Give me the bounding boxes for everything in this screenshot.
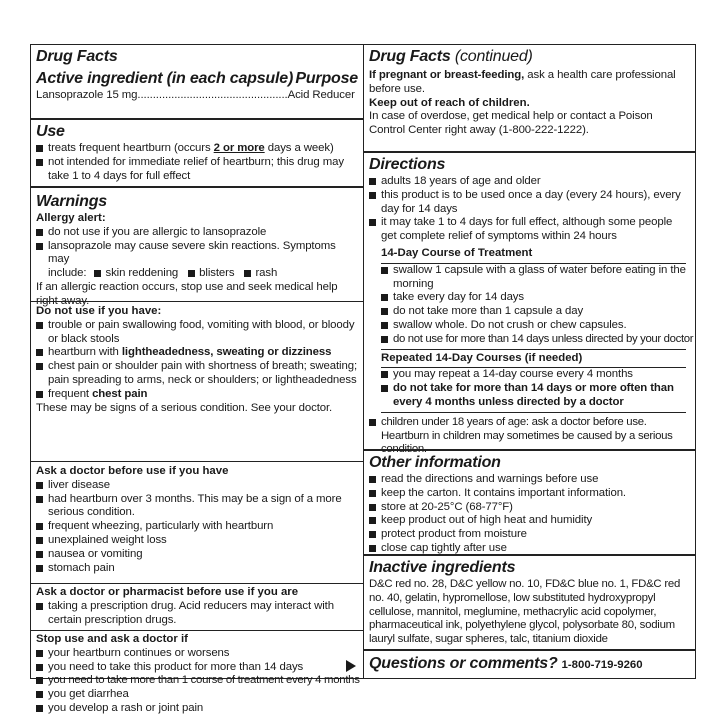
right-column bbox=[364, 45, 695, 678]
ask-pharmacist-item bbox=[36, 600, 358, 628]
allergy-alert-label: Allergy alert: bbox=[36, 212, 106, 224]
stop-use-item bbox=[36, 702, 358, 716]
course-item bbox=[381, 319, 686, 333]
left-column bbox=[31, 45, 364, 714]
bullet-icon bbox=[36, 243, 43, 250]
overdose-text: In case of overdose, get medical help or contact a Poison Control Center right away (1-800-222-1222). bbox=[369, 110, 653, 137]
ingredient-dots: ................................................. bbox=[137, 89, 288, 101]
repeat-item bbox=[381, 382, 686, 413]
stop-use-text: your heartburn continues or worsens bbox=[48, 646, 230, 659]
bullet-icon bbox=[36, 145, 43, 152]
other-info-text: keep product out of high heat and humidity bbox=[381, 514, 593, 527]
inactive-ingredients-section bbox=[364, 554, 695, 649]
repeat-item bbox=[381, 368, 686, 382]
other-info-item bbox=[369, 473, 690, 487]
allergy-item bbox=[36, 226, 358, 240]
course-text: do not use for more than 14 days unless directed by your doctor bbox=[393, 332, 694, 345]
bullet-icon bbox=[244, 270, 251, 277]
directions-item bbox=[369, 175, 690, 189]
other-info-item bbox=[369, 528, 690, 542]
pregnancy-text: ask a health care professional before use. bbox=[369, 69, 676, 95]
bullet-icon bbox=[36, 349, 43, 356]
stop-use-item bbox=[36, 674, 358, 688]
active-ingredient-heading-row bbox=[36, 69, 358, 89]
ask-doctor-item bbox=[36, 479, 358, 493]
bullet-icon bbox=[381, 371, 388, 378]
use-title: Use bbox=[36, 123, 65, 140]
bullet-icon bbox=[381, 267, 388, 274]
ask-pharmacist-section bbox=[31, 583, 363, 630]
bullet-icon bbox=[369, 490, 376, 497]
bullet-icon bbox=[36, 322, 43, 329]
do-not-use-text: trouble or pain swallowing food, vomiting with blood, or bloody or black stools bbox=[48, 318, 355, 345]
course-item bbox=[381, 305, 686, 319]
ask-doctor-item bbox=[36, 548, 358, 562]
do-not-use-item bbox=[36, 388, 358, 402]
bullet-icon bbox=[36, 565, 43, 572]
do-not-use-emphasis: chest pain bbox=[92, 387, 148, 400]
other-info-item bbox=[369, 514, 690, 528]
inactive-ingredients-text: D&C red no. 28, D&C yellow no. 10, FD&C blue no. 1, FD&C red no. 40, gelatin, hypromellose, low substituted hydroxypropyl cellulose, mannitol, meglumine, methacrylic acid copolymer, pharmaceutical ink, polyethylene glycol, polysorbate 80, sodium lauryl sulfate, sugar spheres, talc, titanium dioxide bbox=[369, 578, 681, 646]
other-info-item bbox=[369, 501, 690, 515]
course-text: swallow whole. Do not crush or chew capsules. bbox=[393, 318, 627, 331]
active-ingredient-section bbox=[31, 47, 363, 119]
stop-use-item bbox=[36, 661, 358, 675]
ingredient-name: Lansoprazole 15 mg bbox=[36, 89, 138, 101]
ask-doctor-text: nausea or vomiting bbox=[48, 547, 143, 560]
include-label: include: bbox=[48, 267, 87, 280]
drug-facts-panel bbox=[30, 44, 696, 714]
symptom-text: skin reddening bbox=[105, 267, 179, 280]
questions-line bbox=[369, 654, 690, 674]
ask-doctor-text: unexplained weight loss bbox=[48, 533, 167, 546]
drug-facts-continued-title bbox=[369, 47, 690, 67]
bullet-icon bbox=[36, 664, 43, 671]
bullet-icon bbox=[381, 294, 388, 301]
bullet-icon bbox=[36, 159, 43, 166]
repeat-text: do not take for more than 14 days or more often than every 4 months unless directed by a doctor bbox=[393, 382, 674, 408]
stop-use-text: you get diarrhea bbox=[48, 688, 129, 701]
allergy-item-text: do not use if you are allergic to lansoprazole bbox=[48, 225, 267, 238]
do-not-use-text: frequent bbox=[48, 387, 93, 400]
ask-pharmacist-title: Ask a doctor or pharmacist before use if you are bbox=[36, 586, 299, 598]
course-text: take every day for 14 days bbox=[393, 291, 524, 304]
bullet-icon bbox=[369, 192, 376, 199]
do-not-use-text: heartburn with bbox=[48, 346, 122, 359]
bullet-icon bbox=[36, 496, 43, 503]
stop-use-section bbox=[31, 630, 363, 714]
use-section bbox=[31, 118, 363, 186]
bullet-icon bbox=[36, 551, 43, 558]
bullet-icon bbox=[369, 476, 376, 483]
other-info-item bbox=[369, 487, 690, 501]
stop-use-text: you need to take this product for more than 14 days bbox=[48, 660, 304, 673]
do-not-use-item bbox=[36, 319, 358, 347]
bullet-icon bbox=[36, 523, 43, 530]
course-item bbox=[381, 332, 694, 347]
do-not-use-section bbox=[31, 301, 363, 461]
purpose-label: Purpose bbox=[295, 70, 358, 87]
warnings-section bbox=[31, 186, 363, 307]
ask-doctor-item bbox=[36, 493, 358, 521]
bullet-icon bbox=[36, 482, 43, 489]
other-information-title: Other information bbox=[369, 454, 501, 471]
stop-use-text: you develop a rash or joint pain bbox=[48, 701, 204, 714]
ask-doctor-item bbox=[36, 534, 358, 548]
keep-out-of-reach: Keep out of reach of children. bbox=[369, 96, 530, 109]
children-text: children under 18 years of age: ask a doctor before use. Heartburn in children may sometimes be caused by a serious condition. bbox=[381, 415, 673, 456]
stop-use-title: Stop use and ask a doctor if bbox=[36, 633, 188, 645]
other-info-text: keep the carton. It contains important information. bbox=[381, 486, 626, 499]
use-item-text: treats frequent heartburn (occurs bbox=[48, 142, 214, 154]
course-text: do not take more than 1 capsule a day bbox=[393, 305, 584, 318]
other-information-section bbox=[364, 449, 695, 554]
bullet-icon bbox=[381, 336, 388, 343]
bullet-icon bbox=[36, 603, 43, 610]
do-not-use-title: Do not use if you have: bbox=[36, 305, 162, 317]
repeat-text: you may repeat a 14-day course every 4 months bbox=[393, 368, 633, 381]
do-not-use-note: These may be signs of a serious condition. See your doctor. bbox=[36, 401, 333, 414]
use-item-text: not intended for immediate relief of heartburn; this drug may take 1 to 4 days for full effect bbox=[48, 155, 344, 182]
ask-doctor-text: liver disease bbox=[48, 478, 111, 491]
continue-arrow-icon bbox=[346, 660, 356, 672]
bullet-icon bbox=[36, 677, 43, 684]
ask-pharmacist-text: taking a prescription drug. Acid reducers may interact with certain prescription drugs. bbox=[48, 599, 334, 626]
use-item bbox=[36, 142, 358, 156]
active-ingredient-label: Active ingredient (in each capsule) bbox=[36, 70, 294, 87]
symptom-item bbox=[244, 267, 277, 281]
other-info-text: close cap tightly after use bbox=[381, 541, 507, 554]
pregnancy-label: If pregnant or breast-feeding, bbox=[369, 69, 525, 81]
questions-title: Questions or comments? bbox=[369, 655, 558, 672]
bullet-icon bbox=[369, 545, 376, 552]
stop-use-item bbox=[36, 647, 358, 661]
bullet-icon bbox=[381, 322, 388, 329]
use-item-emphasis: 2 or more bbox=[213, 142, 265, 154]
directions-section bbox=[364, 151, 695, 456]
symptom-text: rash bbox=[255, 267, 278, 280]
inactive-ingredients-title: Inactive ingredients bbox=[369, 559, 516, 576]
course-item bbox=[381, 264, 686, 292]
bullet-icon bbox=[369, 504, 376, 511]
warnings-title: Warnings bbox=[36, 193, 108, 210]
bullet-icon bbox=[36, 229, 43, 236]
other-info-text: store at 20-25°C (68-77°F) bbox=[381, 500, 513, 513]
ask-doctor-text: stomach pain bbox=[48, 561, 115, 574]
do-not-use-item bbox=[36, 346, 358, 360]
bullet-icon bbox=[36, 537, 43, 544]
bullet-icon bbox=[369, 531, 376, 538]
bullet-icon bbox=[36, 705, 43, 712]
do-not-use-item bbox=[36, 360, 358, 388]
repeat-title: Repeated 14-Day Courses (if needed) bbox=[381, 349, 686, 369]
bullet-icon bbox=[36, 650, 43, 657]
drug-facts-title-text: Drug Facts bbox=[369, 48, 451, 65]
questions-phone: 1-800-719-9260 bbox=[561, 659, 643, 671]
questions-section bbox=[364, 649, 695, 678]
ingredient-purpose: Acid Reducer bbox=[287, 89, 355, 101]
bullet-icon bbox=[381, 308, 388, 315]
ask-doctor-text: frequent wheezing, particularly with heartburn bbox=[48, 520, 274, 533]
course-text: swallow 1 capsule with a glass of water before eating in the morning bbox=[393, 263, 686, 290]
other-info-text: read the directions and warnings before use bbox=[381, 473, 599, 485]
allergy-note: If an allergic reaction occurs, stop use and seek medical help right away. bbox=[36, 280, 338, 307]
ask-doctor-text: had heartburn over 3 months. This may be a sign of a more serious condition. bbox=[48, 492, 342, 519]
directions-text: this product is to be used once a day (every 24 hours), every day for 14 days bbox=[381, 188, 681, 215]
ask-doctor-item bbox=[36, 562, 358, 576]
bullet-icon bbox=[36, 391, 43, 398]
course-block bbox=[381, 244, 694, 413]
symptom-text: blisters bbox=[199, 267, 235, 280]
other-info-text: protect product from moisture bbox=[381, 528, 527, 541]
bullet-icon bbox=[369, 219, 376, 226]
bullet-icon bbox=[94, 270, 101, 277]
do-not-use-emphasis: lightheadedness, sweating or dizziness bbox=[121, 346, 332, 359]
symptom-item bbox=[94, 267, 178, 281]
allergy-item-text: lansoprazole may cause severe skin reactions. Symptoms may bbox=[48, 239, 336, 266]
use-item-text-end: days a week) bbox=[264, 142, 334, 154]
stop-use-item bbox=[36, 688, 358, 702]
ask-doctor-title: Ask a doctor before use if you have bbox=[36, 465, 229, 477]
bullet-icon bbox=[36, 691, 43, 698]
bullet-icon bbox=[36, 363, 43, 370]
directions-item bbox=[369, 216, 690, 244]
symptom-list bbox=[94, 267, 277, 281]
pregnancy-warning bbox=[369, 69, 690, 97]
allergy-item bbox=[36, 240, 358, 268]
course-title: 14-Day Course of Treatment bbox=[381, 244, 686, 264]
directions-item bbox=[369, 189, 690, 217]
course-item bbox=[381, 291, 686, 305]
bullet-icon bbox=[381, 385, 388, 392]
bullet-icon bbox=[188, 270, 195, 277]
ingredient-line bbox=[36, 89, 358, 103]
ask-doctor-item bbox=[36, 520, 358, 534]
bullet-icon bbox=[369, 419, 376, 426]
drug-facts-continued-section bbox=[364, 47, 695, 151]
symptoms-line bbox=[48, 267, 358, 281]
continued-label: (continued) bbox=[450, 48, 533, 65]
drug-facts-title: Drug Facts bbox=[36, 48, 118, 65]
directions-text: adults 18 years of age and older bbox=[381, 175, 541, 187]
symptom-item bbox=[188, 267, 234, 281]
bullet-icon bbox=[369, 517, 376, 524]
ask-doctor-section bbox=[31, 461, 363, 583]
use-item bbox=[36, 156, 358, 184]
directions-title: Directions bbox=[369, 156, 446, 173]
directions-text: it may take 1 to 4 days for full effect, although some people get complete relief of symptoms within 24 hours bbox=[381, 216, 673, 243]
stop-use-text: you need to take more than 1 course of treatment every 4 months bbox=[48, 674, 360, 687]
do-not-use-text: chest pain or shoulder pain with shortness of breath; sweating; pain spreading to arms, neck or shoulders; or lightheadedness bbox=[48, 360, 358, 386]
bullet-icon bbox=[369, 178, 376, 185]
